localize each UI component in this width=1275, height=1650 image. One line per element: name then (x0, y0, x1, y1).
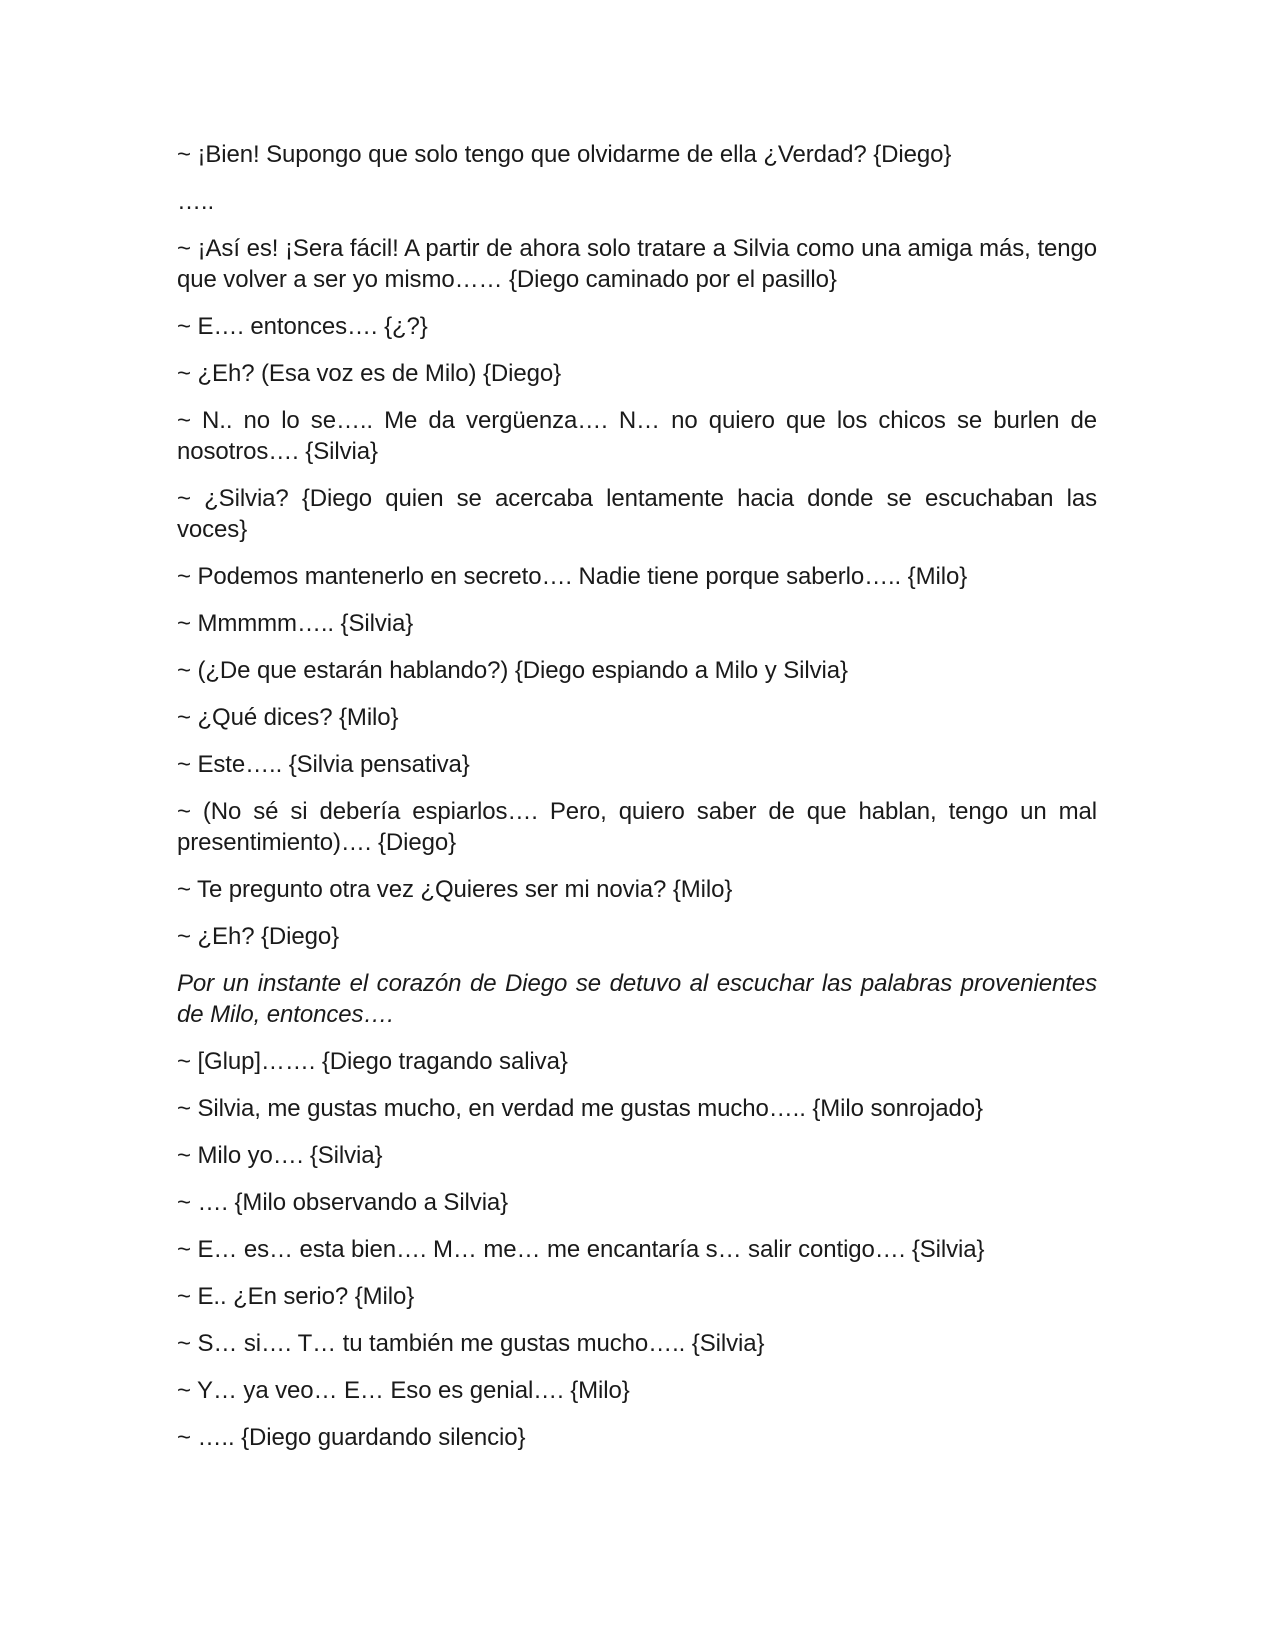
dialogue-line: ~ Mmmmm….. {Silvia} (177, 610, 414, 637)
dialogue-line: ~ ¡Así es! ¡Sera fácil! A partir de ahora solo tratare a Silvia como una amiga más, tengo que volver a ser yo mismo…… {Diego caminado por el pasillo} (177, 235, 1097, 293)
dialogue-line: ~ ¡Bien! Supongo que solo tengo que olvidarme de ella ¿Verdad? {Diego} (177, 141, 952, 168)
dialogue-line: ~ ¿Eh? {Diego} (177, 923, 340, 950)
dialogue-line: ~ (No sé si debería espiarlos…. Pero, quiero saber de que hablan, tengo un mal presentimiento)…. {Diego} (177, 798, 1097, 856)
dialogue-line: ~ Milo yo…. {Silvia} (177, 1142, 383, 1169)
dialogue-line: ~ E… es… esta bien…. M… me… me encantaría s… salir contigo…. {Silvia} (177, 1236, 985, 1263)
dialogue-line: ~ (¿De que estarán hablando?) {Diego espiando a Milo y Silvia} (177, 657, 848, 684)
narration-paragraph: Por un instante el corazón de Diego se detuvo al escuchar las palabras provenientes de Milo, entonces…. (177, 970, 1097, 1028)
dialogue-line: ….. (177, 188, 215, 215)
dialogue-line: ~ Y… ya veo… E… Eso es genial…. {Milo} (177, 1377, 630, 1404)
dialogue-line: ~ ….. {Diego guardando silencio} (177, 1424, 526, 1451)
dialogue-line: ~ ¿Silvia? {Diego quien se acercaba lentamente hacia donde se escuchaban las voces} (177, 485, 1097, 543)
dialogue-line: ~ Silvia, me gustas mucho, en verdad me gustas mucho….. {Milo sonrojado} (177, 1095, 983, 1122)
dialogue-line: ~ N.. no lo se….. Me da vergüenza…. N… no quiero que los chicos se burlen de nosotros…. {Silvia} (177, 407, 1097, 465)
dialogue-line: ~ E.. ¿En serio? {Milo} (177, 1283, 415, 1310)
dialogue-line: ~ Este….. {Silvia pensativa} (177, 751, 470, 778)
dialogue-line: ~ ¿Eh? (Esa voz es de Milo) {Diego} (177, 360, 562, 387)
dialogue-line: ~ Podemos mantenerlo en secreto…. Nadie tiene porque saberlo….. {Milo} (177, 563, 968, 590)
document-body (177, 139, 1097, 1469)
dialogue-line: ~ …. {Milo observando a Silvia} (177, 1189, 509, 1216)
dialogue-line: ~ S… si…. T… tu también me gustas mucho….. {Silvia} (177, 1330, 765, 1357)
dialogue-line: ~ ¿Qué dices? {Milo} (177, 704, 399, 731)
dialogue-line: ~ [Glup]……. {Diego tragando saliva} (177, 1048, 568, 1075)
dialogue-line: ~ Te pregunto otra vez ¿Quieres ser mi novia? {Milo} (177, 876, 733, 903)
dialogue-line: ~ E…. entonces…. {¿?} (177, 313, 428, 340)
